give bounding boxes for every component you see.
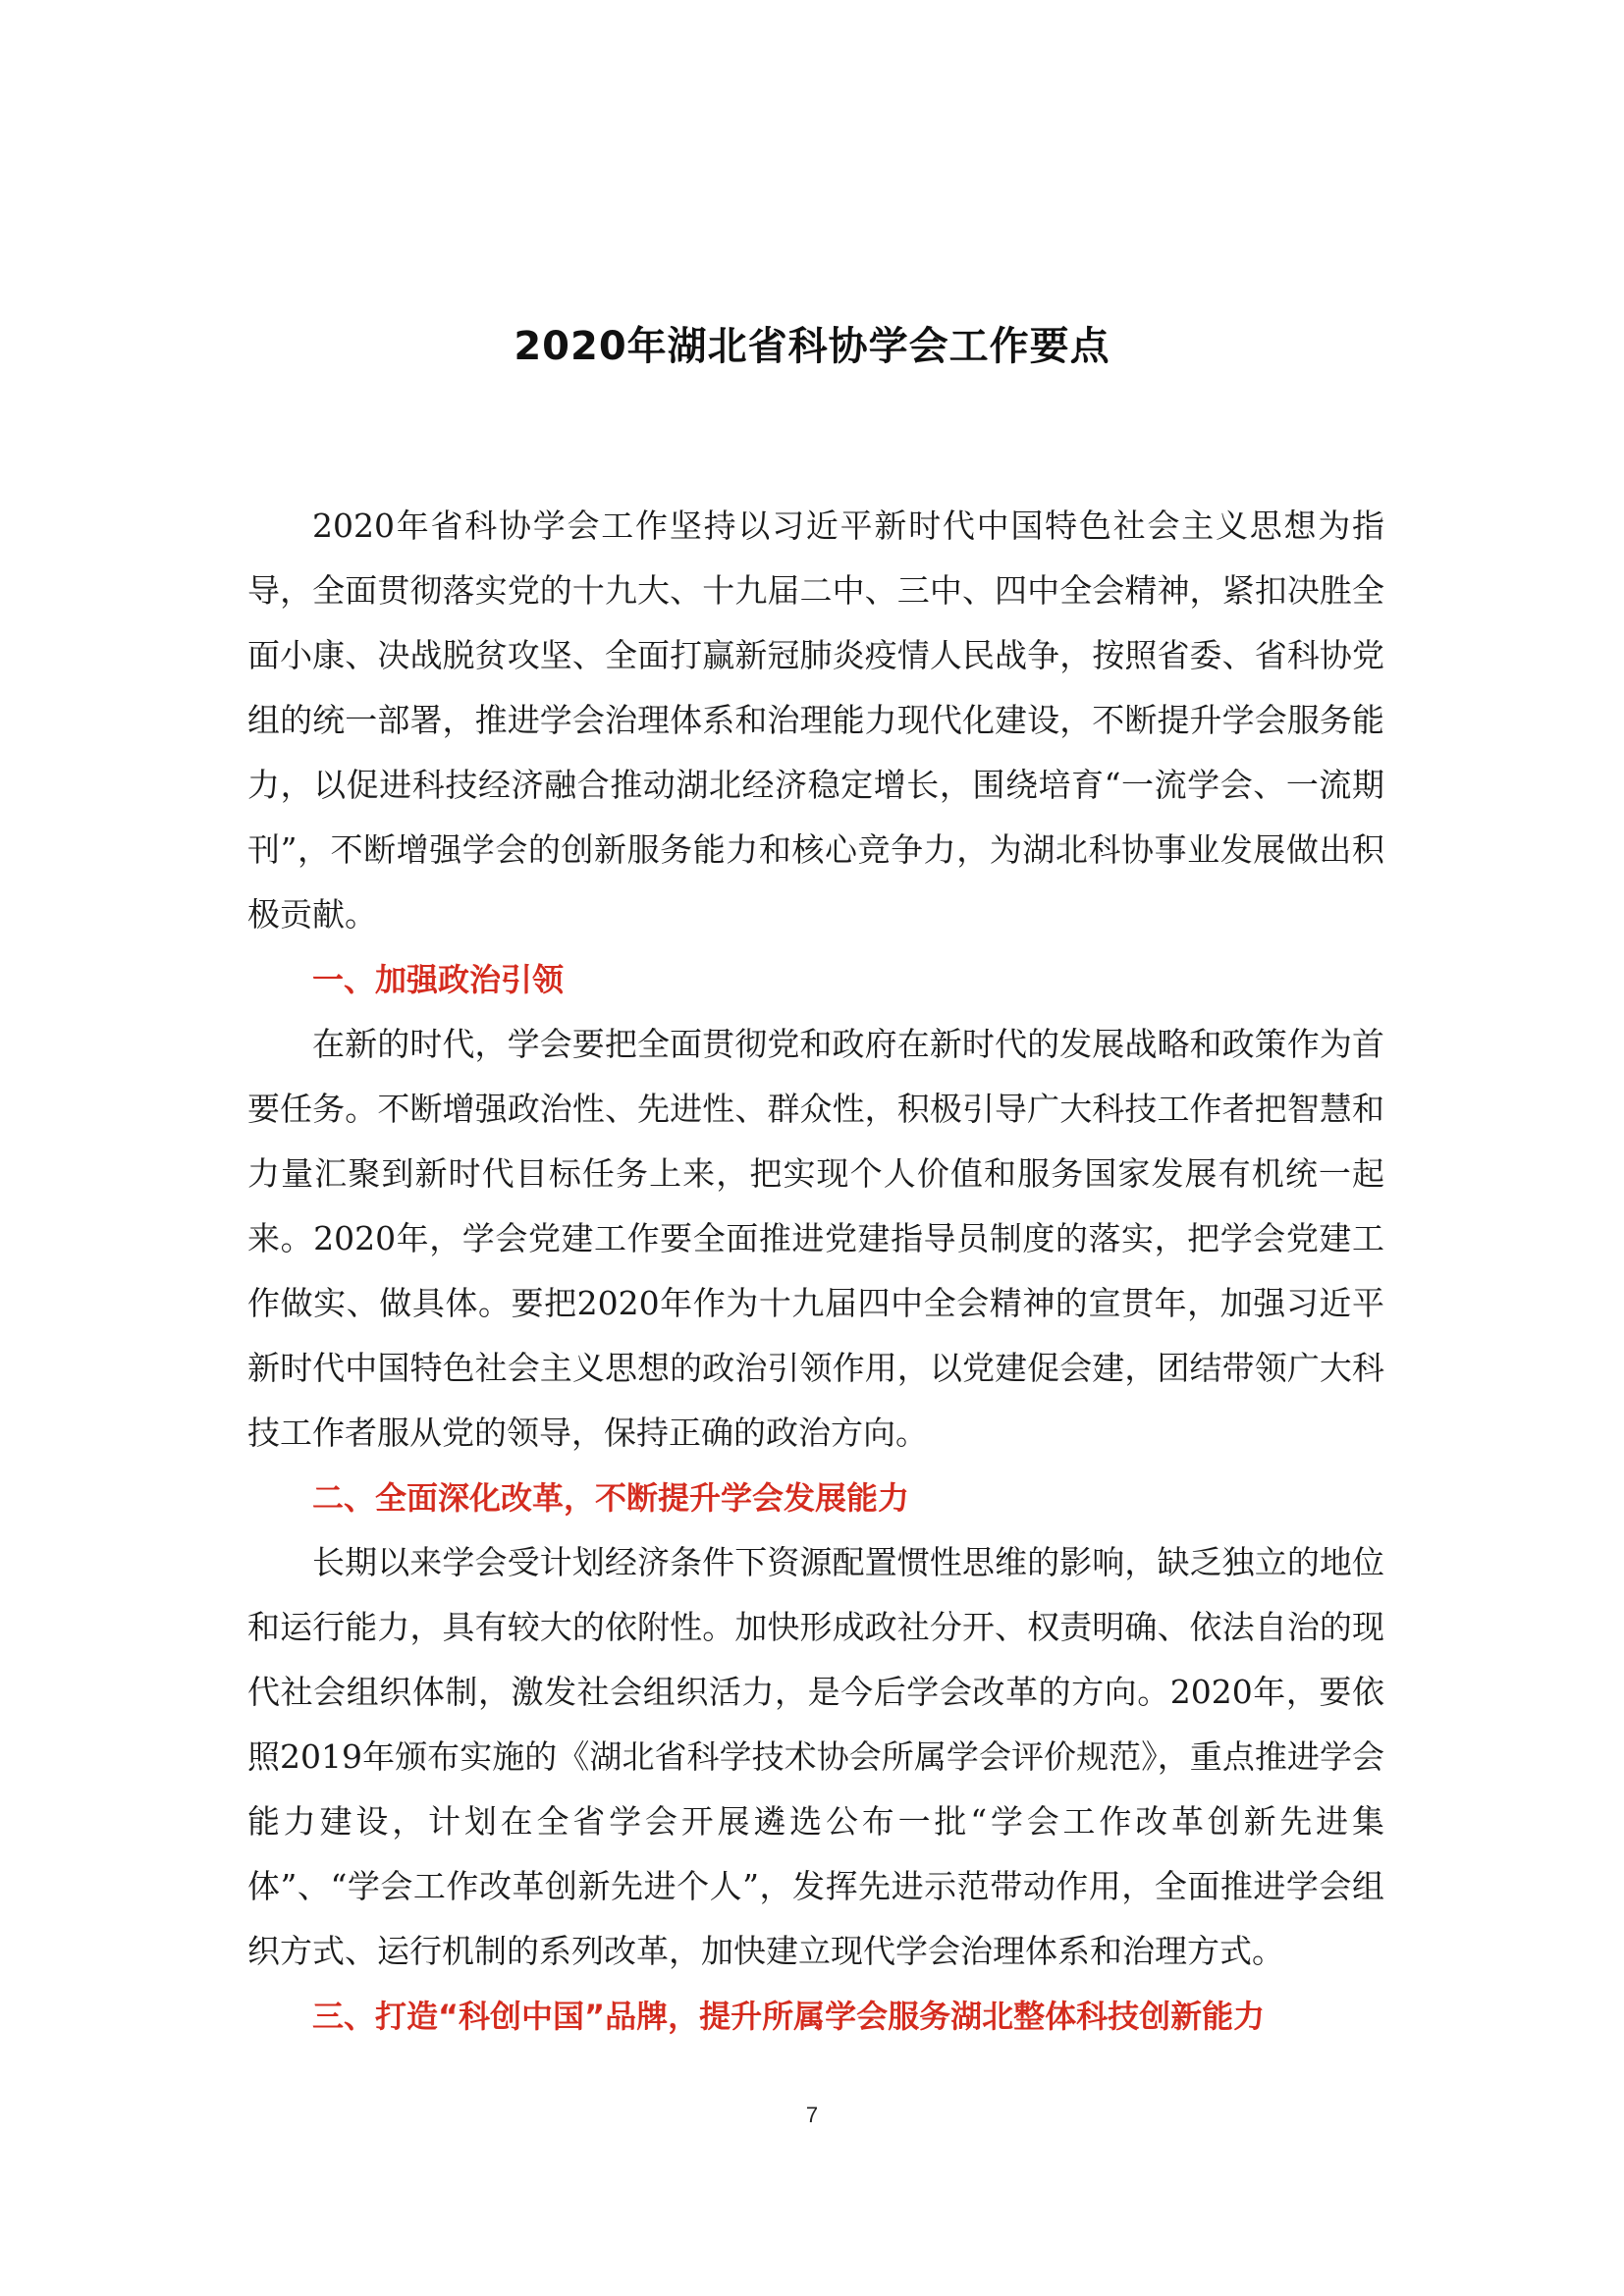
section-1-body (247, 1012, 1384, 1466)
section-1-text: 在新的时代，学会要把全面贯彻党和政府在新时代的发展战略和政策作为首要任务。不断增强政治性、先进性、群众性，积极引导广大科技工作者把智慧和力量汇聚到新时代目标任务上来，把实现个人价值和服务国家发展有机统一起来。2020年，学会党建工作要全面推进党建指导员制度的落实，把学会党建工作做实、做具体。要把2020年作为十九届四中全会精神的宣贯年，加强习近平新时代中国特色社会主义思想的政治引领作用，以党建促会建，团结带领广大科技工作者服从党的领导，保持正确的政治方向。 (247, 1025, 1384, 1452)
intro-text: 2020年省科协学会工作坚持以习近平新时代中国特色社会主义思想为指导，全面贯彻落实党的十九大、十九届二中、三中、四中全会精神，紧扣决胜全面小康、决战脱贫攻坚、全面打赢新冠肺炎疫情人民战争，按照省委、省科协党组的统一部署，推进学会治理体系和治理能力现代化建设，不断提升学会服务能力，以促进科技经济融合推动湖北经济稳定增长，围绕培育“一流学会、一流期刊”，不断增强学会的创新服务能力和核心竞争力，为湖北科协事业发展做出积极贡献。 (247, 507, 1384, 934)
intro-paragraph (247, 494, 1384, 947)
section-1 (247, 947, 1384, 1012)
document-title: 2020年湖北省科协学会工作要点 (514, 324, 1110, 369)
page-number: 7 (805, 2103, 819, 2127)
section-2-heading: 二、全面深化改革，不断提升学会发展能力 (312, 1479, 910, 1517)
section-2 (247, 1466, 1384, 1530)
section-2-text: 长期以来学会受计划经济条件下资源配置惯性思维的影响，缺乏独立的地位和运行能力，具有较大的依附性。加快形成政社分开、权责明确、依法自治的现代社会组织体制，激发社会组织活力，是今后学会改革的方向。2020年，要依照2019年颁布实施的《湖北省科学技术协会所属学会评价规范》，重点推进学会能力建设，计划在全省学会开展遴选公布一批“学会工作改革创新先进集体”、“学会工作改革创新先进个人”，发挥先进示范带动作用，全面推进学会组织方式、运行机制的系列改革，加快建立现代学会治理体系和治理方式。 (247, 1543, 1384, 1970)
section-3 (247, 1984, 1384, 2049)
section-2-body (247, 1530, 1384, 1984)
section-3-heading: 三、打造“科创中国”品牌，提升所属学会服务湖北整体科技创新能力 (312, 1998, 1266, 2035)
section-1-heading: 一、加强政治引领 (312, 961, 565, 998)
